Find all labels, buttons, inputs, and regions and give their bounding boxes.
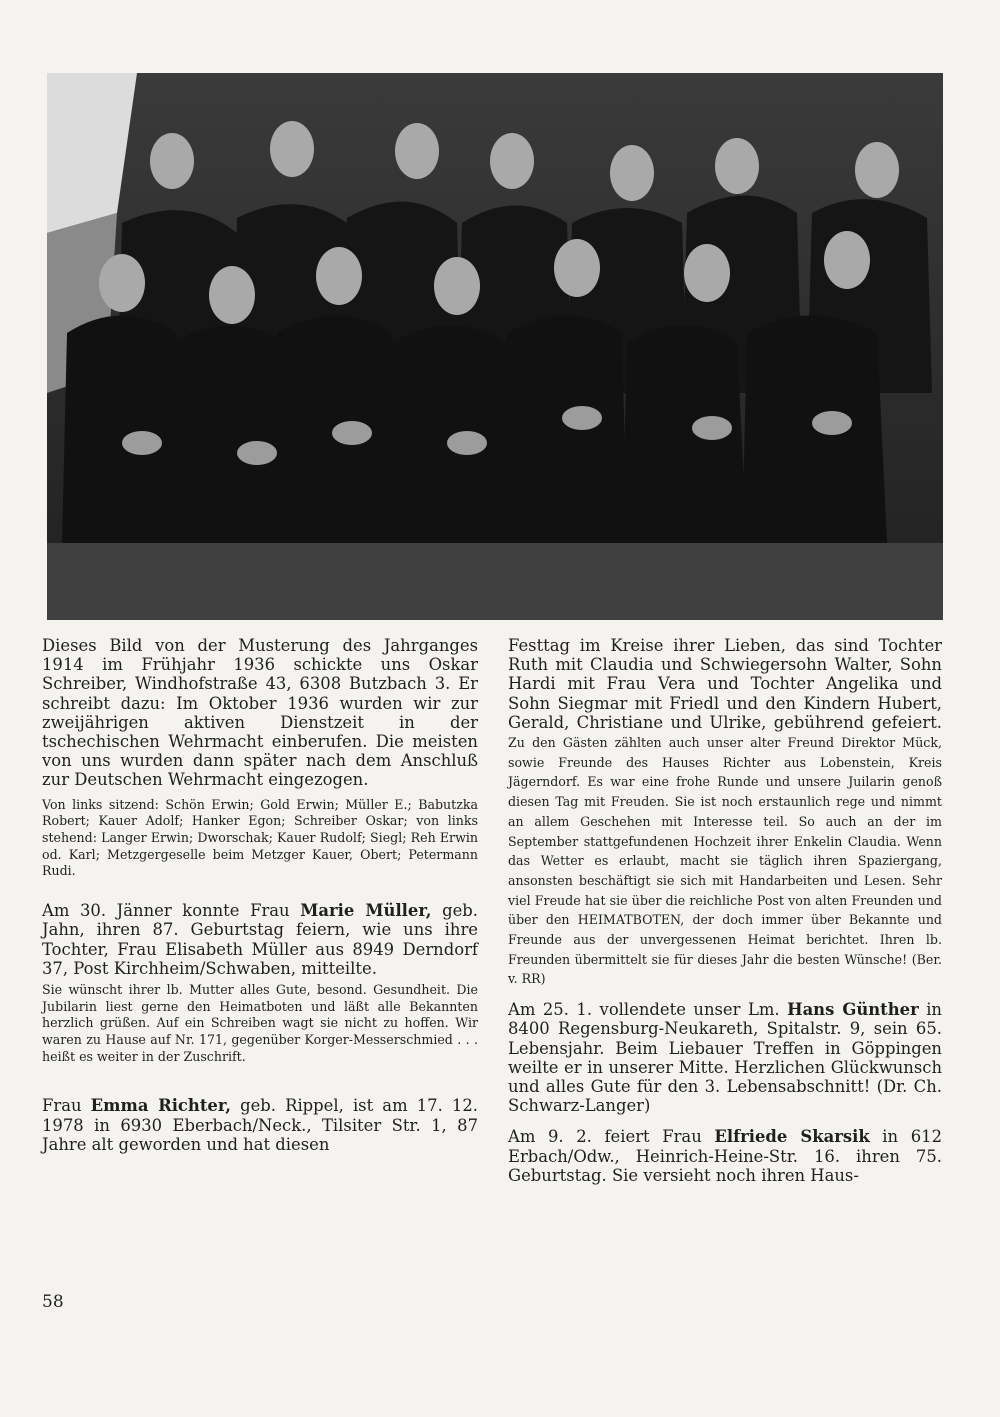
article-mueller [42,901,478,978]
article-text: Festtag im Kreise ihrer Lieben, das sind Tochter Ruth mit Claudia und Schwiegersohn Walter, Sohn Hardi mit Frau Vera und Tochter Angelika und Sohn Siegmar mit Friedl und den Kindern Hubert, Gerald, Christiane und Ulrike, gebührend gefeiert. [508,636,942,732]
person-name: Hans Günther [787,1000,919,1020]
article-richter-detail: Zu den Gästen zählten auch unser alter Freund Direktor Mück, sowie Freunde des Hauses Richter aus Lobenstein, Kreis Jägerndorf. Es war eine frohe Runde und unsere Juilarin genoß diesen Tag mit Freuden. Sie ist noch erstaunlich rege und nimmt an allem Geschehen mit Interesse teil. So auch an der im September stattgefundenen Hochzeit ihrer Enkelin Claudia. Wenn das Wetter es erlaubt, macht sie täglich ihren Spaziergang, ansonsten beschäftigt sie sich mit Handarbeiten und Lesen. Sehr viel Freude hat sie über die reichliche Post von alten Freunden und über den HEIMATBOTEN, der doch immer über Bekannte und Freunde aus der unvergessenen Heimat berichtet. Ihren lb. Freunden übermittelt sie für dieses Jahr die besten Wünsche! (Ber. v. RR) [508,735,942,987]
article-skarsik [508,1127,942,1185]
article-text: Am 25. 1. vollendete unser Lm. [508,1000,788,1020]
person-name: Emma Richter, [90,1096,231,1116]
article-text: in 8400 Regensburg-Neukareth, Spitalstr. 9, sein 65. Lebensjahr. Beim Liebauer Treffen in Göppingen weilte er in unserer Mitte. Herzlichen Glückwunsch und alles Gute für den 3. Lebensabschnitt! (Dr. Ch. Schwarz-Langer) [508,1000,942,1116]
article-text: geb. Rippel, ist am 17. 12. 1978 in 6930 Eberbach/Neck., Tilsiter Str. 1, 87 Jahre alt geworden und hat diesen [42,1096,478,1154]
article-text: geb. Jahn, ihren 87. Geburtstag feiern, wie uns ihre Tochter, Frau Elisabeth Müller aus 8949 Derndorf 37, Post Kirchheim/Schwaben, mitteilte. [42,901,478,978]
group-photo [47,73,943,620]
article-text: Am 9. 2. feiert Frau [508,1127,715,1147]
photo-caption-names: Von links sitzend: Schön Erwin; Gold Erwin; Müller E.; Babutzka Robert; Kauer Adolf; Hanker Egon; Schreiber Oskar; von links stehend: Langer Erwin; Dworschak; Kauer Rudolf; Siegl; Reh Erwin od. Karl; Metzgergeselle beim Metzger Kauer, Obert; Petermann Rudi. [42,796,478,879]
article-text: Frau [42,1096,91,1116]
person-name: Elfriede Skarsik [714,1127,870,1147]
group-photo-icon [47,73,943,620]
article-mueller-detail: Sie wünscht ihrer lb. Mutter alles Gute, besond. Gesundheit. Die Jubilarin liest gerne den Heimatboten und läßt alle Bekannten herzlich grüßen. Auf ein Schreiben wagt sie nicht zu hoffen. Wir waren zu Hause auf Nr. 171, gegenüber Korger-Messerschmied . . . heißt es weiter in der Zuschrift. [42,981,478,1064]
right-column [508,636,942,1185]
page-number: 58 [42,1292,64,1312]
article-guenther [508,1000,942,1115]
article-text: in 612 Erbach/Odw., Heinrich-Heine-Str. 16. ihren 75. Geburtstag. Sie versieht noch ihren Haus- [508,1127,943,1185]
article-richter [42,1096,478,1154]
person-name: Marie Müller, [300,901,432,921]
article-richter-continued [508,636,942,988]
photo-caption: Dieses Bild von der Musterung des Jahrganges 1914 im Frühjahr 1936 schickte uns Oskar Schreiber, Windhofstraße 43, 6308 Butzbach 3. Er schreibt dazu: Im Oktober 1936 wurden wir zur zweijährigen aktiven Dienstzeit in der tschechischen Wehrmacht einberufen. Die meisten von uns wurden dann später nach dem Anschluß zur Deutschen Wehrmacht eingezogen. [42,636,478,790]
article-text: Am 30. Jänner konnte Frau [42,901,301,921]
left-column [42,636,478,1154]
